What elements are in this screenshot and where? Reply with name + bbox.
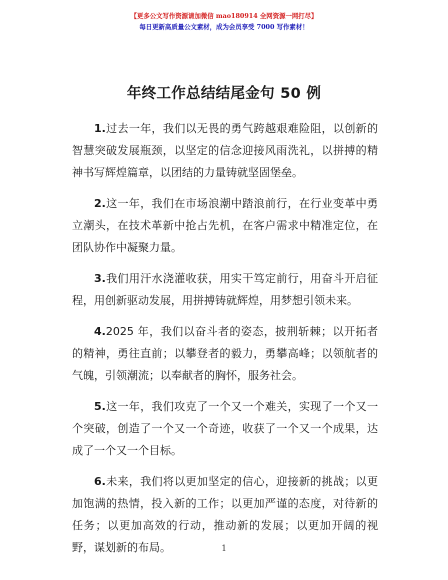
paragraph-text: 我们用汗水浇灌收获，用实干笃定前行，用奋斗开启征程，用创新驱动发展，用拼搏铸就辉煌，用梦想引领未来。 xyxy=(72,272,378,307)
paragraph-4 xyxy=(72,321,378,387)
paragraph-number: 6. xyxy=(94,475,106,488)
document-title: 年终工作总结结尾金句 50 例 xyxy=(126,86,322,102)
page-number: 1 xyxy=(221,544,227,553)
paragraph-number: 2. xyxy=(94,197,106,210)
promo-banner-red: 【更多公文写作资源请加微信 mao180914 全网资源一网打尽】 xyxy=(130,12,318,20)
paragraph-2 xyxy=(72,193,378,259)
paragraph-text: 这一年，我们在市场浪潮中踏浪前行，在行业变革中勇立潮头，在技术革新中抢占先机，在客户需求中精准定位，在团队协作中凝聚力量。 xyxy=(72,197,378,254)
paragraph-number: 5. xyxy=(94,400,106,413)
paragraph-3 xyxy=(72,268,378,312)
paragraph-1 xyxy=(72,118,378,184)
paragraph-number: 1. xyxy=(94,122,106,135)
paragraph-5 xyxy=(72,396,378,462)
paragraph-text: 这一年，我们攻克了一个又一个难关，实现了一个又一个突破，创造了一个又一个奇迹，收获了一个又一个成果，达成了一个又一个目标。 xyxy=(72,400,378,457)
paragraph-number: 4. xyxy=(94,325,106,338)
document-body xyxy=(72,118,378,568)
paragraph-text: 2025 年，我们以奋斗者的姿态，披荆斩棘；以开拓者的精神，勇往直前；以攀登者的毅力，勇攀高峰；以领航者的气魄，引领潮流；以奉献者的胸怀，服务社会。 xyxy=(72,325,378,382)
paragraph-number: 3. xyxy=(94,272,106,285)
paragraph-text: 过去一年，我们以无畏的勇气跨越艰难险阻，以创新的智慧突破发展瓶颈，以坚定的信念迎接风雨洗礼，以拼搏的精神书写辉煌篇章，以团结的力量铸就坚固堡垒。 xyxy=(72,122,378,179)
promo-banner-blue: 每日更新高质量公文素材，成为会员享受 7000 写作素材！ xyxy=(139,23,309,31)
paragraph-text: 未来，我们将以更加坚定的信心，迎接新的挑战；以更加饱满的热情，投入新的工作；以更加严谨的态度，对待新的任务；以更加高效的行动，推动新的发展；以更加开阔的视野，谋划新的布局。 xyxy=(72,475,378,554)
